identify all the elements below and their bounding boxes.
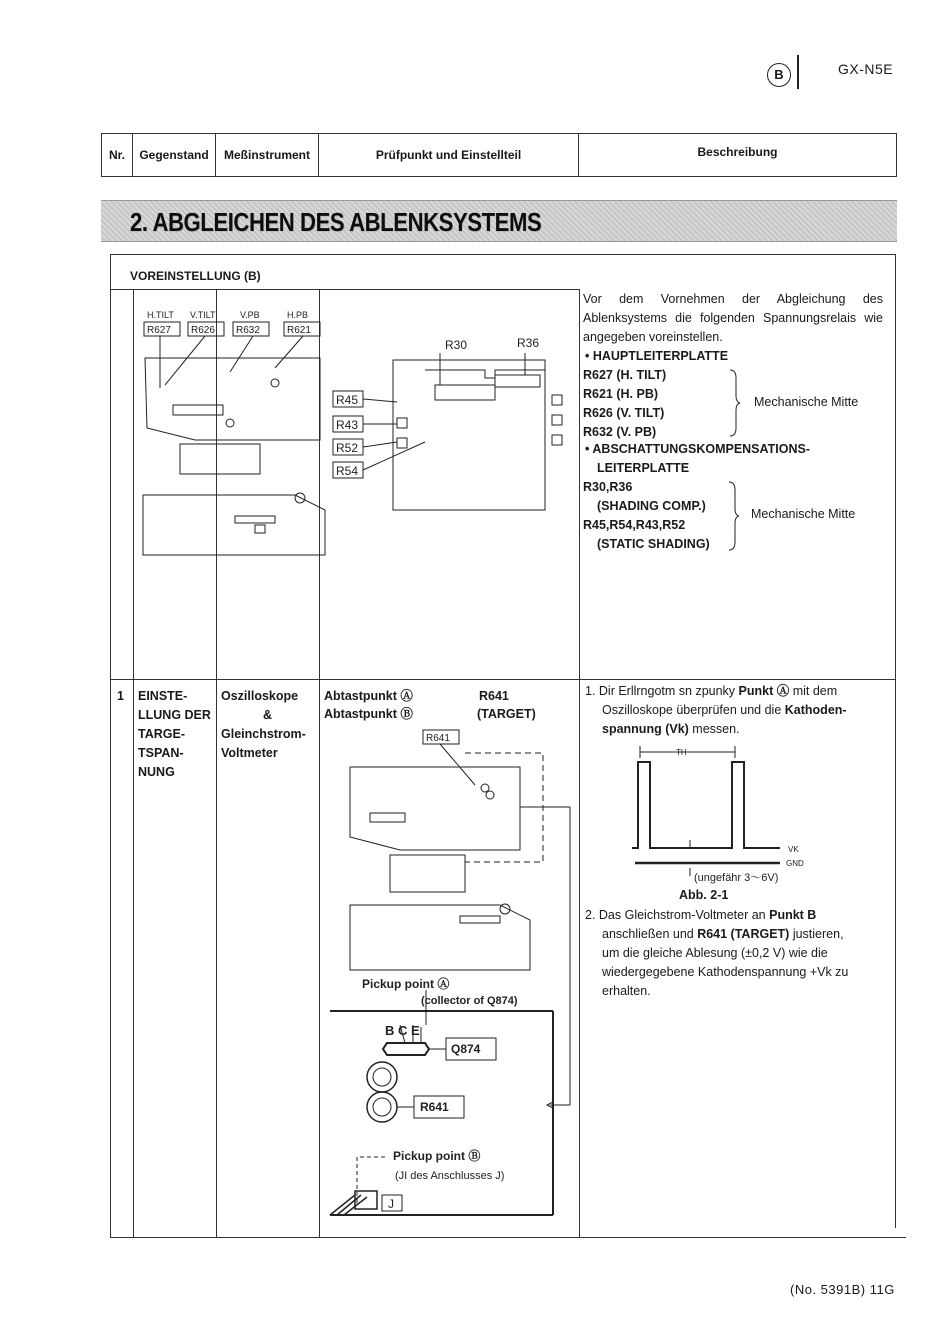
waveform-gnd: GND <box>786 859 804 868</box>
desc-text: 1. Dir Erllrngotm sn zpunky <box>585 684 739 698</box>
waveform-th: TH <box>676 748 687 757</box>
shading-heading-cont: LEITERPLATTE <box>597 461 690 475</box>
desc-emphasis: Punkt B <box>769 908 817 922</box>
shading-item: (SHADING COMP.) <box>597 499 706 513</box>
label-vtilt: V.TILT <box>190 310 216 320</box>
diagram-r641-label: R641 <box>426 733 450 744</box>
step-row-divider <box>110 679 896 680</box>
page-reference: (No. 5391B) 11G <box>790 1282 895 1297</box>
model-number: GX-N5E <box>838 61 894 77</box>
brace-icon <box>727 480 741 552</box>
check-point-b: Abtastpunkt Ⓑ <box>324 707 413 721</box>
col-nr: Nr. <box>108 148 125 162</box>
waveform-figure <box>630 740 830 890</box>
step-item-line: TARGE- <box>138 727 185 741</box>
main-board-item: R626 (V. TILT) <box>583 406 665 420</box>
pickup-a-label: Pickup point Ⓐ <box>362 977 450 991</box>
label-r43: R43 <box>336 418 359 432</box>
label-r627: R627 <box>147 325 171 336</box>
transistor-pins: B C E <box>385 1023 420 1038</box>
step-item-line: EINSTE- <box>138 689 188 703</box>
step-item-line: NUNG <box>138 765 175 779</box>
desc-text: justieren, <box>789 927 844 941</box>
instrument-line: & <box>263 708 273 722</box>
label-r54: R54 <box>336 464 359 478</box>
step-item-line: LLUNG DER <box>138 708 211 722</box>
pickup-point-diagram <box>325 725 575 1225</box>
desc-emphasis: R641 (TARGET) <box>697 927 790 941</box>
adjust-resistor-note: (TARGET) <box>477 707 536 721</box>
col-beschreibung: Beschreibung <box>697 145 778 159</box>
preset-row-divider <box>110 289 580 290</box>
step-item-line: TSPAN- <box>138 746 184 760</box>
desc-text: messen. <box>688 722 740 736</box>
region-badge: B <box>767 63 791 87</box>
adjust-resistor: R641 <box>479 689 509 703</box>
desc-text: Oszilloskope überprüfen und die <box>602 703 785 717</box>
main-board-item: R621 (H. PB) <box>583 387 659 401</box>
preset-description: Vor dem Vornehmen der Abgleichung des Ablenksystems die folgenden Spannungsrelais wie angegeben voreinstellen. <box>583 292 883 344</box>
desc-text: 2. Das Gleichstrom-Voltmeter an <box>585 908 770 922</box>
step-number: 1 <box>117 689 124 703</box>
connector-j: J <box>388 1197 394 1211</box>
shading-heading: • ABSCHATTUNGSKOMPENSATIONS- <box>585 442 810 456</box>
label-r52: R52 <box>336 441 359 455</box>
table-left-border <box>110 254 111 1238</box>
shading-setting: Mechanische Mitte <box>751 507 856 521</box>
pickup-b-label: Pickup point Ⓑ <box>393 1149 481 1163</box>
connector-note: (JI des Anschlusses J) <box>395 1170 505 1182</box>
desc-text: erhalten. <box>602 984 651 998</box>
column-divider-nr <box>133 289 134 1237</box>
instrument-line: Gleinchstrom- <box>221 727 306 741</box>
shading-item: R30,R36 <box>583 480 633 494</box>
desc-emphasis: Punkt Ⓐ <box>738 684 790 698</box>
instrument-line: Voltmeter <box>221 746 278 760</box>
waveform-note: (ungefähr 3～6V) <box>694 872 779 884</box>
header-divider <box>797 55 799 89</box>
desc-text: wiedergegebene Kathodenspannung +Vk zu <box>602 965 849 979</box>
main-board-item: R627 (H. TILT) <box>583 368 667 382</box>
q874-label: Q874 <box>451 1042 481 1056</box>
main-board-item: R632 (V. PB) <box>583 425 657 439</box>
col-messinstrument: Meßinstrument <box>223 148 310 162</box>
collector-label: (collector of Q874) <box>421 995 518 1007</box>
instrument-line: Oszilloskope <box>221 689 299 703</box>
step-desc-1 <box>585 682 885 739</box>
label-hpb: H.PB <box>287 310 309 320</box>
label-htilt: H.TILT <box>147 310 174 320</box>
label-r626: R626 <box>191 325 215 336</box>
preset-board-diagram <box>135 300 575 570</box>
col-gegenstand: Gegenstand <box>139 148 209 162</box>
step-desc-2 <box>585 906 890 1001</box>
main-board-setting: Mechanische Mitte <box>754 395 859 409</box>
label-r632: R632 <box>236 325 260 336</box>
section-title: 2. ABGLEICHEN DES ABLENKSYSTEMS <box>130 207 542 237</box>
table-right-border <box>895 254 896 1228</box>
r641-box-label: R641 <box>420 1100 449 1114</box>
label-r45: R45 <box>336 393 359 407</box>
table-top-border <box>110 254 896 255</box>
desc-emphasis: Kathoden- <box>784 703 847 717</box>
label-vpb: V.PB <box>240 310 260 320</box>
shading-item: R45,R54,R43,R52 <box>583 518 686 532</box>
label-r30: R30 <box>445 338 468 352</box>
figure-caption: Abb. 2-1 <box>679 888 729 902</box>
waveform-vk: VK <box>788 845 799 854</box>
brace-icon <box>728 368 742 438</box>
column-divider-desc <box>579 289 580 1237</box>
desc-emphasis: spannung (Vk) <box>602 722 689 736</box>
table-bottom-border <box>110 1237 906 1238</box>
desc-text: anschließen und <box>602 927 698 941</box>
shading-item: (STATIC SHADING) <box>597 537 710 551</box>
preset-label: VOREINSTELLUNG (B) <box>130 269 261 283</box>
table-header <box>101 133 897 177</box>
desc-text: um die gleiche Ablesung (±0,2 V) wie die <box>602 946 828 960</box>
check-point-a: Abtastpunkt Ⓐ <box>324 689 413 703</box>
desc-text: mit dem <box>789 684 838 698</box>
label-r621: R621 <box>287 325 311 336</box>
label-r36: R36 <box>517 336 540 350</box>
main-board-heading: • HAUPTLEITERPLATTE <box>585 349 729 363</box>
col-pruefpunkt: Prüfpunkt und Einstellteil <box>375 148 522 162</box>
